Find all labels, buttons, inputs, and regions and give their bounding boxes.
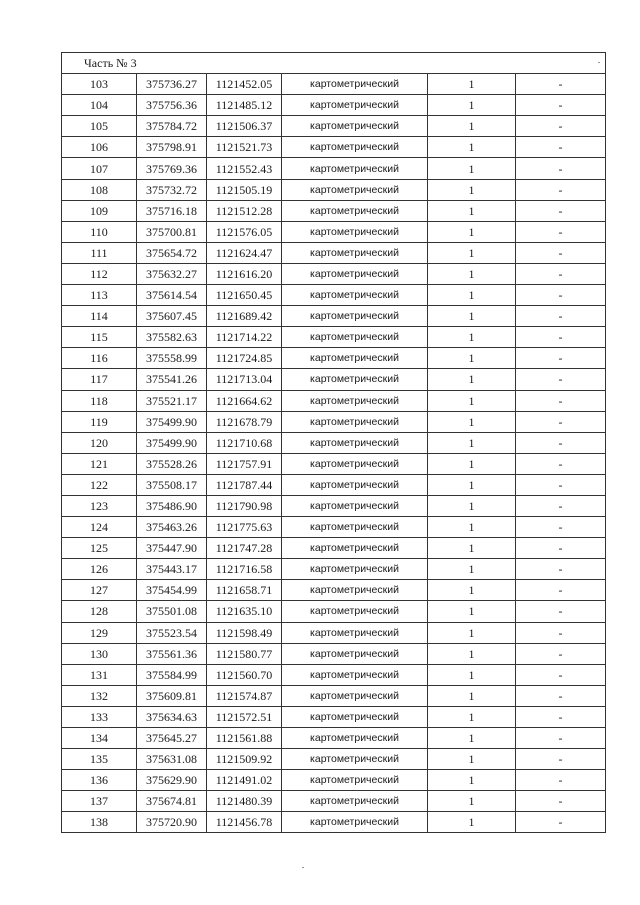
accuracy-cell: 1 (428, 474, 516, 495)
note-cell: - (516, 263, 606, 284)
x-coordinate-cell: 375798.91 (137, 137, 207, 158)
x-coordinate-cell: 375558.99 (137, 348, 207, 369)
note-cell: - (516, 369, 606, 390)
x-coordinate-cell: 375454.99 (137, 580, 207, 601)
accuracy-cell: 1 (428, 242, 516, 263)
method-cell: картометрический (282, 706, 428, 727)
table-row (62, 242, 606, 263)
table-row (62, 263, 606, 284)
y-coordinate-cell: 1121560.70 (207, 664, 282, 685)
table-row (62, 411, 606, 432)
accuracy-cell: 1 (428, 664, 516, 685)
accuracy-cell: 1 (428, 495, 516, 516)
y-coordinate-cell: 1121650.45 (207, 285, 282, 306)
point-number-cell: 104 (62, 95, 137, 116)
point-number-cell: 122 (62, 474, 137, 495)
note-cell: - (516, 327, 606, 348)
table-row (62, 685, 606, 706)
method-cell: картометрический (282, 74, 428, 95)
point-number-cell: 116 (62, 348, 137, 369)
method-cell: картометрический (282, 643, 428, 664)
method-cell: картометрический (282, 200, 428, 221)
method-cell: картометрический (282, 116, 428, 137)
y-coordinate-cell: 1121576.05 (207, 221, 282, 242)
table-row (62, 390, 606, 411)
accuracy-cell: 1 (428, 263, 516, 284)
note-cell: - (516, 137, 606, 158)
caption-row (62, 53, 606, 74)
point-number-cell: 133 (62, 706, 137, 727)
table-body (62, 53, 606, 833)
method-cell: картометрический (282, 622, 428, 643)
point-number-cell: 134 (62, 728, 137, 749)
point-number-cell: 126 (62, 559, 137, 580)
table-row (62, 200, 606, 221)
table-row (62, 749, 606, 770)
y-coordinate-cell: 1121485.12 (207, 95, 282, 116)
y-coordinate-cell: 1121509.92 (207, 749, 282, 770)
y-coordinate-cell: 1121724.85 (207, 348, 282, 369)
table-row (62, 559, 606, 580)
point-number-cell: 119 (62, 411, 137, 432)
x-coordinate-cell: 375541.26 (137, 369, 207, 390)
y-coordinate-cell: 1121790.98 (207, 495, 282, 516)
accuracy-cell: 1 (428, 137, 516, 158)
point-number-cell: 128 (62, 601, 137, 622)
x-coordinate-cell: 375700.81 (137, 221, 207, 242)
note-cell: - (516, 685, 606, 706)
x-coordinate-cell: 375607.45 (137, 306, 207, 327)
note-cell: - (516, 517, 606, 538)
note-cell: - (516, 411, 606, 432)
y-coordinate-cell: 1121480.39 (207, 791, 282, 812)
table-row (62, 285, 606, 306)
y-coordinate-cell: 1121710.68 (207, 432, 282, 453)
y-coordinate-cell: 1121658.71 (207, 580, 282, 601)
x-coordinate-cell: 375645.27 (137, 728, 207, 749)
method-cell: картометрический (282, 348, 428, 369)
point-number-cell: 113 (62, 285, 137, 306)
table-row (62, 706, 606, 727)
x-coordinate-cell: 375486.90 (137, 495, 207, 516)
table-row (62, 95, 606, 116)
accuracy-cell: 1 (428, 221, 516, 242)
table-row (62, 158, 606, 179)
x-coordinate-cell: 375499.90 (137, 411, 207, 432)
table-row (62, 495, 606, 516)
x-coordinate-cell: 375501.08 (137, 601, 207, 622)
point-number-cell: 130 (62, 643, 137, 664)
y-coordinate-cell: 1121505.19 (207, 179, 282, 200)
y-coordinate-cell: 1121775.63 (207, 517, 282, 538)
accuracy-cell: 1 (428, 770, 516, 791)
table-row (62, 327, 606, 348)
point-number-cell: 109 (62, 200, 137, 221)
y-coordinate-cell: 1121580.77 (207, 643, 282, 664)
x-coordinate-cell: 375631.08 (137, 749, 207, 770)
x-coordinate-cell: 375716.18 (137, 200, 207, 221)
note-cell: - (516, 580, 606, 601)
x-coordinate-cell: 375756.36 (137, 95, 207, 116)
point-number-cell: 131 (62, 664, 137, 685)
y-coordinate-cell: 1121491.02 (207, 770, 282, 791)
accuracy-cell: 1 (428, 348, 516, 369)
accuracy-cell: 1 (428, 200, 516, 221)
note-cell: - (516, 158, 606, 179)
accuracy-cell: 1 (428, 643, 516, 664)
accuracy-cell: 1 (428, 390, 516, 411)
method-cell: картометрический (282, 791, 428, 812)
y-coordinate-cell: 1121714.22 (207, 327, 282, 348)
x-coordinate-cell: 375508.17 (137, 474, 207, 495)
point-number-cell: 136 (62, 770, 137, 791)
note-cell: - (516, 200, 606, 221)
y-coordinate-cell: 1121678.79 (207, 411, 282, 432)
x-coordinate-cell: 375614.54 (137, 285, 207, 306)
x-coordinate-cell: 375521.17 (137, 390, 207, 411)
note-cell: - (516, 749, 606, 770)
y-coordinate-cell: 1121757.91 (207, 453, 282, 474)
x-coordinate-cell: 375632.27 (137, 263, 207, 284)
x-coordinate-cell: 375634.63 (137, 706, 207, 727)
point-number-cell: 106 (62, 137, 137, 158)
point-number-cell: 103 (62, 74, 137, 95)
accuracy-cell: 1 (428, 538, 516, 559)
point-number-cell: 135 (62, 749, 137, 770)
note-cell: - (516, 390, 606, 411)
x-coordinate-cell: 375609.81 (137, 685, 207, 706)
accuracy-cell: 1 (428, 685, 516, 706)
x-coordinate-cell: 375463.26 (137, 517, 207, 538)
y-coordinate-cell: 1121456.78 (207, 812, 282, 833)
note-cell: - (516, 74, 606, 95)
method-cell: картометрический (282, 538, 428, 559)
table-row (62, 116, 606, 137)
y-coordinate-cell: 1121635.10 (207, 601, 282, 622)
table-row (62, 601, 606, 622)
method-cell: картометрический (282, 158, 428, 179)
accuracy-cell: 1 (428, 559, 516, 580)
method-cell: картометрический (282, 137, 428, 158)
y-coordinate-cell: 1121787.44 (207, 474, 282, 495)
accuracy-cell: 1 (428, 327, 516, 348)
table-row (62, 221, 606, 242)
method-cell: картометрический (282, 411, 428, 432)
x-coordinate-cell: 375784.72 (137, 116, 207, 137)
accuracy-cell: 1 (428, 74, 516, 95)
table-row (62, 580, 606, 601)
method-cell: картометрический (282, 263, 428, 284)
accuracy-cell: 1 (428, 812, 516, 833)
table-row (62, 432, 606, 453)
coordinates-sheet (61, 52, 605, 833)
method-cell: картометрический (282, 95, 428, 116)
table-row (62, 728, 606, 749)
method-cell: картометрический (282, 728, 428, 749)
note-cell: - (516, 348, 606, 369)
accuracy-cell: 1 (428, 749, 516, 770)
x-coordinate-cell: 375561.36 (137, 643, 207, 664)
point-number-cell: 108 (62, 179, 137, 200)
x-coordinate-cell: 375732.72 (137, 179, 207, 200)
note-cell: - (516, 664, 606, 685)
table-row (62, 137, 606, 158)
accuracy-cell: 1 (428, 369, 516, 390)
note-cell: - (516, 601, 606, 622)
x-coordinate-cell: 375654.72 (137, 242, 207, 263)
table-row (62, 770, 606, 791)
method-cell: картометрический (282, 664, 428, 685)
x-coordinate-cell: 375443.17 (137, 559, 207, 580)
note-cell: - (516, 643, 606, 664)
table-row (62, 369, 606, 390)
y-coordinate-cell: 1121521.73 (207, 137, 282, 158)
x-coordinate-cell: 375584.99 (137, 664, 207, 685)
point-number-cell: 127 (62, 580, 137, 601)
x-coordinate-cell: 375528.26 (137, 453, 207, 474)
point-number-cell: 111 (62, 242, 137, 263)
table-row (62, 664, 606, 685)
method-cell: картометрический (282, 327, 428, 348)
point-number-cell: 132 (62, 685, 137, 706)
accuracy-cell: 1 (428, 580, 516, 601)
y-coordinate-cell: 1121616.20 (207, 263, 282, 284)
y-coordinate-cell: 1121561.88 (207, 728, 282, 749)
note-cell: - (516, 285, 606, 306)
point-number-cell: 112 (62, 263, 137, 284)
point-number-cell: 121 (62, 453, 137, 474)
table-row (62, 622, 606, 643)
accuracy-cell: 1 (428, 791, 516, 812)
part-caption: Часть № 3 (62, 53, 606, 74)
point-number-cell: 117 (62, 369, 137, 390)
accuracy-cell: 1 (428, 706, 516, 727)
note-cell: - (516, 728, 606, 749)
note-cell: - (516, 453, 606, 474)
x-coordinate-cell: 375629.90 (137, 770, 207, 791)
method-cell: картометрический (282, 685, 428, 706)
method-cell: картометрический (282, 495, 428, 516)
table-row (62, 812, 606, 833)
y-coordinate-cell: 1121598.49 (207, 622, 282, 643)
point-number-cell: 129 (62, 622, 137, 643)
point-number-cell: 110 (62, 221, 137, 242)
method-cell: картометрический (282, 285, 428, 306)
note-cell: - (516, 706, 606, 727)
note-cell: - (516, 95, 606, 116)
table-row (62, 538, 606, 559)
x-coordinate-cell: 375720.90 (137, 812, 207, 833)
accuracy-cell: 1 (428, 601, 516, 622)
note-cell: - (516, 791, 606, 812)
x-coordinate-cell: 375674.81 (137, 791, 207, 812)
method-cell: картометрический (282, 749, 428, 770)
method-cell: картометрический (282, 580, 428, 601)
coordinates-table (61, 52, 606, 833)
point-number-cell: 125 (62, 538, 137, 559)
accuracy-cell: 1 (428, 432, 516, 453)
note-cell: - (516, 179, 606, 200)
accuracy-cell: 1 (428, 158, 516, 179)
note-cell: - (516, 242, 606, 263)
accuracy-cell: 1 (428, 453, 516, 474)
note-cell: - (516, 221, 606, 242)
point-number-cell: 123 (62, 495, 137, 516)
accuracy-cell: 1 (428, 179, 516, 200)
method-cell: картометрический (282, 369, 428, 390)
point-number-cell: 118 (62, 390, 137, 411)
accuracy-cell: 1 (428, 95, 516, 116)
y-coordinate-cell: 1121624.47 (207, 242, 282, 263)
x-coordinate-cell: 375447.90 (137, 538, 207, 559)
accuracy-cell: 1 (428, 306, 516, 327)
y-coordinate-cell: 1121689.42 (207, 306, 282, 327)
accuracy-cell: 1 (428, 622, 516, 643)
accuracy-cell: 1 (428, 116, 516, 137)
note-cell: - (516, 432, 606, 453)
y-coordinate-cell: 1121713.04 (207, 369, 282, 390)
accuracy-cell: 1 (428, 285, 516, 306)
table-row (62, 517, 606, 538)
note-cell: - (516, 474, 606, 495)
method-cell: картометрический (282, 474, 428, 495)
x-coordinate-cell: 375736.27 (137, 74, 207, 95)
method-cell: картометрический (282, 242, 428, 263)
method-cell: картометрический (282, 432, 428, 453)
accuracy-cell: 1 (428, 728, 516, 749)
method-cell: картометрический (282, 306, 428, 327)
x-coordinate-cell: 375769.36 (137, 158, 207, 179)
method-cell: картометрический (282, 179, 428, 200)
note-cell: - (516, 812, 606, 833)
y-coordinate-cell: 1121747.28 (207, 538, 282, 559)
table-row (62, 643, 606, 664)
y-coordinate-cell: 1121572.51 (207, 706, 282, 727)
y-coordinate-cell: 1121664.62 (207, 390, 282, 411)
note-cell: - (516, 559, 606, 580)
table-row (62, 474, 606, 495)
table-row (62, 453, 606, 474)
point-number-cell: 138 (62, 812, 137, 833)
point-number-cell: 115 (62, 327, 137, 348)
x-coordinate-cell: 375523.54 (137, 622, 207, 643)
table-row (62, 348, 606, 369)
y-coordinate-cell: 1121574.87 (207, 685, 282, 706)
method-cell: картометрический (282, 390, 428, 411)
table-row (62, 179, 606, 200)
x-coordinate-cell: 375499.90 (137, 432, 207, 453)
point-number-cell: 120 (62, 432, 137, 453)
y-coordinate-cell: 1121452.05 (207, 74, 282, 95)
point-number-cell: 114 (62, 306, 137, 327)
method-cell: картометрический (282, 453, 428, 474)
y-coordinate-cell: 1121512.28 (207, 200, 282, 221)
point-number-cell: 105 (62, 116, 137, 137)
note-cell: - (516, 770, 606, 791)
point-number-cell: 107 (62, 158, 137, 179)
method-cell: картометрический (282, 601, 428, 622)
note-cell: - (516, 116, 606, 137)
x-coordinate-cell: 375582.63 (137, 327, 207, 348)
accuracy-cell: 1 (428, 411, 516, 432)
y-coordinate-cell: 1121506.37 (207, 116, 282, 137)
table-row (62, 306, 606, 327)
method-cell: картометрический (282, 517, 428, 538)
note-cell: - (516, 495, 606, 516)
method-cell: картометрический (282, 559, 428, 580)
table-row (62, 791, 606, 812)
accuracy-cell: 1 (428, 517, 516, 538)
method-cell: картометрический (282, 812, 428, 833)
method-cell: картометрический (282, 770, 428, 791)
scan-speck (598, 62, 600, 63)
y-coordinate-cell: 1121552.43 (207, 158, 282, 179)
y-coordinate-cell: 1121716.58 (207, 559, 282, 580)
point-number-cell: 124 (62, 517, 137, 538)
note-cell: - (516, 538, 606, 559)
note-cell: - (516, 622, 606, 643)
point-number-cell: 137 (62, 791, 137, 812)
scan-speck (302, 867, 304, 868)
table-row (62, 74, 606, 95)
method-cell: картометрический (282, 221, 428, 242)
note-cell: - (516, 306, 606, 327)
